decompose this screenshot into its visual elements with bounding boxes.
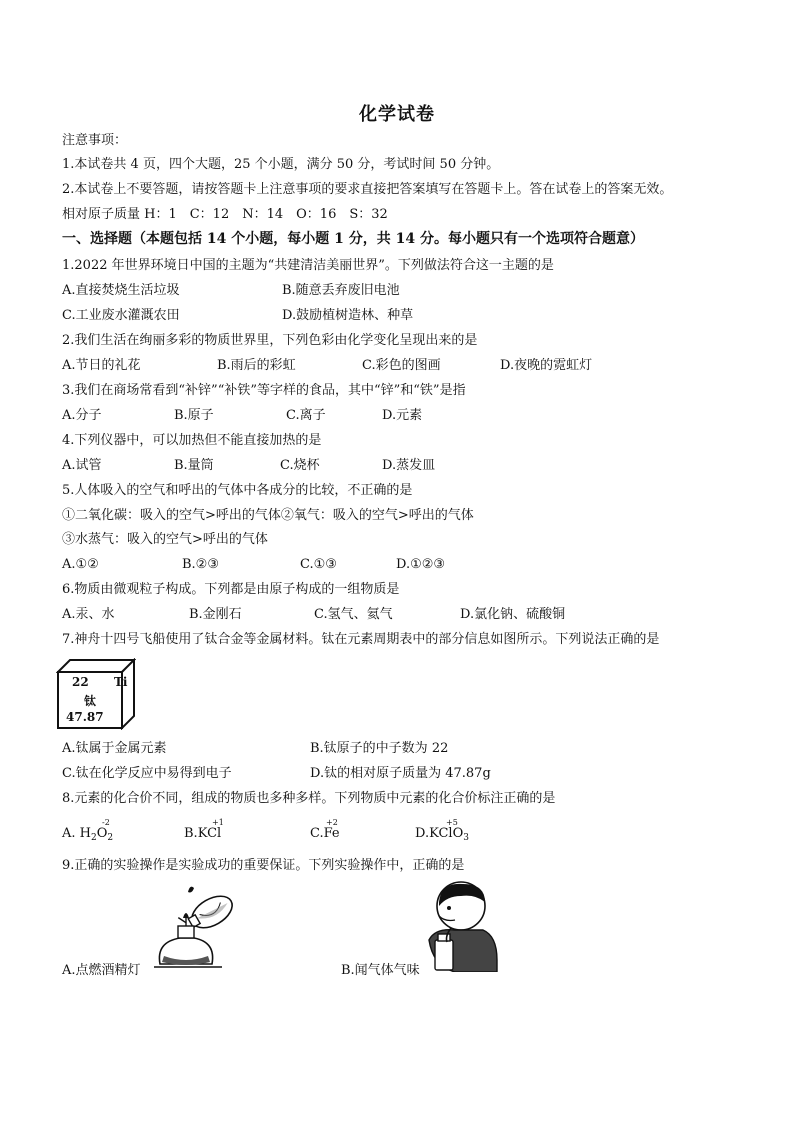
q8-b-label: B. — [184, 826, 198, 841]
q7-option-c: C.钛在化学反应中易得到电子 — [62, 766, 232, 781]
note-item-2: 2.本试卷上不要答题，请按答题卡上注意事项的要求直接把答案填写在答题卡上。答在试卷上的答案无效。 — [62, 182, 673, 197]
q8-d-valence: +5 — [446, 818, 458, 827]
q5-statement-1: ①二氧化碳：吸入的空气>呼出的气体②氧气：吸入的空气>呼出的气体 — [62, 508, 474, 523]
q2-option-a: A.节日的礼花 — [62, 358, 141, 373]
q5-option-d: D.①②③ — [396, 557, 446, 572]
q3-option-a: A.分子 — [62, 408, 102, 423]
alcohol-lamp-lighting-illustration — [150, 882, 250, 972]
q8-d-label: D. — [415, 826, 430, 841]
q8-a-element-2: O — [96, 826, 108, 841]
smelling-gas-illustration — [425, 880, 499, 972]
q7-option-b: B.钛原子的中子数为 22 — [310, 741, 449, 756]
q2-option-d: D.夜晚的霓虹灯 — [500, 358, 593, 373]
atomic-mass-line: 相对原子质量 H：1 C：12 N：14 O：16 S：32 — [62, 207, 388, 222]
notes-heading: 注意事项： — [62, 133, 128, 148]
q9-option-b: B.闻气体气味 — [341, 963, 420, 978]
q9-stem: 9.正确的实验操作是实验成功的重要保证。下列实验操作中，正确的是 — [62, 858, 465, 873]
q8-d-element-1: K — [429, 826, 439, 841]
element-symbol: Ti — [114, 675, 128, 689]
q5-option-c: C.①③ — [300, 557, 337, 572]
note-item-1: 1.本试卷共 4 页，四个大题，25 个小题，满分 50 分，考试时间 50 分钟。 — [62, 157, 500, 172]
q4-option-c: C.烧杯 — [280, 458, 320, 473]
q8-c-label: C. — [310, 826, 324, 841]
element-atomic-mass: 47.87 — [66, 710, 104, 724]
q5-stem: 5.人体吸入的空气和呼出的气体中各成分的比较，不正确的是 — [62, 483, 413, 498]
q4-option-a: A.试管 — [62, 458, 102, 473]
q8-b-element-1: K — [197, 826, 208, 841]
q5-option-b: B.②③ — [182, 557, 219, 572]
q7-stem: 7.神舟十四号飞船使用了钛合金等金属材料。钛在元素周期表中的部分信息如图所示。下列说法正确的是 — [62, 632, 660, 647]
q1-option-a: A.直接焚烧生活垃圾 — [62, 283, 180, 298]
q8-stem: 8.元素的化合价不同，组成的物质也多种多样。下列物质中元素的化合价标注正确的是 — [62, 791, 556, 806]
q8-a-element-1: H — [79, 826, 92, 841]
q8-b-valence: +1 — [212, 818, 224, 827]
q9-option-a: A.点燃酒精灯 — [62, 963, 141, 978]
q2-option-b: B.雨后的彩虹 — [217, 358, 296, 373]
q8-b-element-2: Cl — [207, 826, 222, 841]
q2-option-c: C.彩色的图画 — [362, 358, 441, 373]
q5-statement-2: ③水蒸气：吸入的空气>呼出的气体 — [62, 532, 268, 547]
q1-option-d: D.鼓励植树造林、种草 — [282, 308, 414, 323]
q6-option-c: C.氢气、氦气 — [314, 607, 393, 622]
q8-option-c — [310, 826, 340, 841]
q6-option-d: D.氯化钠、硫酸铜 — [460, 607, 566, 622]
q1-stem: 1.2022 年世界环境日中国的主题为“共建清洁美丽世界”。下列做法符合这一主题的是 — [62, 258, 554, 273]
q8-option-b — [184, 826, 221, 841]
q6-stem: 6.物质由微观粒子构成。下列都是由原子构成的一组物质是 — [62, 582, 400, 597]
q3-option-b: B.原子 — [174, 408, 214, 423]
section-1-heading: 一、选择题（本题包括 14 个小题，每小题 1 分，共 14 分。每小题只有一个选项符合题意） — [62, 231, 644, 247]
q4-option-b: B.量筒 — [174, 458, 214, 473]
q8-d-element-2: ClO — [438, 826, 464, 841]
q4-option-d: D.蒸发皿 — [382, 458, 436, 473]
q3-option-d: D.元素 — [382, 408, 423, 423]
q5-option-a: A.①② — [62, 557, 99, 572]
element-name: 钛 — [84, 694, 97, 708]
q8-option-a — [62, 826, 113, 843]
q8-c-element-1: Fe — [323, 826, 340, 841]
q6-option-b: B.金刚石 — [189, 607, 242, 622]
q1-option-c: C.工业废水灌溉农田 — [62, 308, 180, 323]
q8-option-d — [415, 826, 469, 843]
q3-option-c: C.离子 — [286, 408, 326, 423]
q1-option-b: B.随意丢弃废旧电池 — [282, 283, 400, 298]
q8-c-valence: +2 — [326, 818, 338, 827]
q8-a-label: A. — [62, 826, 76, 841]
q4-stem: 4.下列仪器中，可以加热但不能直接加热的是 — [62, 433, 322, 448]
q7-option-d: D.钛的相对原子质量为 47.87g — [310, 766, 491, 781]
periodic-element-card — [56, 658, 136, 730]
element-atomic-number: 22 — [72, 675, 89, 689]
q3-stem: 3.我们在商场常看到“补锌”“补铁”等字样的食品，其中“锌”和“铁”是指 — [62, 383, 466, 398]
q2-stem: 2.我们生活在绚丽多彩的物质世界里，下列色彩由化学变化呈现出来的是 — [62, 333, 478, 348]
q8-a-valence: -2 — [102, 818, 110, 827]
q8-a-subscript-1: 2 — [91, 833, 97, 843]
page-title: 化学试卷 — [359, 104, 435, 125]
q8-d-subscript: 3 — [463, 833, 469, 843]
q7-option-a: A.钛属于金属元素 — [62, 741, 167, 756]
q6-option-a: A.汞、水 — [62, 607, 115, 622]
q8-a-subscript-2: 2 — [107, 833, 114, 843]
